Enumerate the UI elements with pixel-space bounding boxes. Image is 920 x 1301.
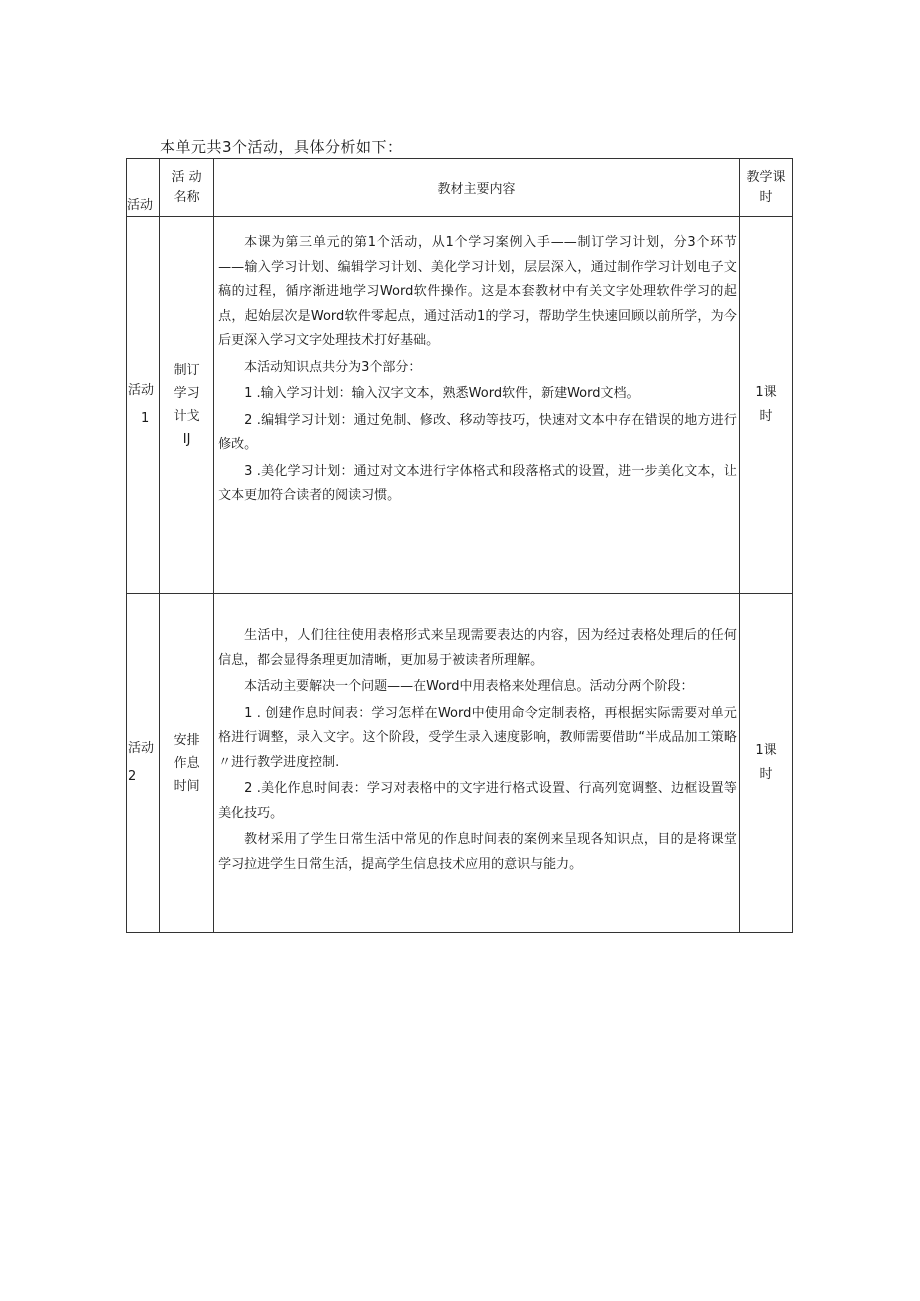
header-name-line2: 名称 (173, 189, 200, 205)
activity-table (126, 158, 793, 933)
content-paragraph: 2 .美化作息时间表：学习对表格中的文字进行格式设置、行高列宽调整、边框设置等美化技巧。 (218, 781, 737, 821)
content-paragraph: 本活动知识点共分为3个部分： (244, 359, 422, 375)
header-name (160, 159, 214, 217)
content-paragraph: 本活动主要解决一个问题——在Word中用表格来处理信息。活动分两个阶段： (244, 679, 694, 694)
header-name-line1: 活 动 (171, 169, 202, 185)
activity-name-line: 计戈 (173, 409, 200, 424)
activity-label: 活动 (128, 741, 155, 756)
header-activity: 活动 (127, 159, 160, 217)
activity-name-line: 学习 (173, 386, 200, 401)
content-cell (214, 217, 740, 594)
header-hours-line2: 时 (759, 189, 773, 205)
hours-line2: 时 (759, 767, 773, 782)
activity-cell (127, 217, 160, 594)
activity-name-line: 作息 (173, 755, 200, 771)
table-row (127, 594, 793, 933)
hours-cell (739, 217, 792, 594)
activity-number: 2 (128, 769, 137, 784)
activity-name-line: IJ (182, 432, 191, 447)
content-paragraph: 3 .美化学习计划：通过对文本进行字体格式和段落格式的设置，进一步美化文本，让文本更加符合读者的阅读习惯。 (218, 463, 737, 503)
activity-cell (127, 594, 160, 933)
content-paragraph: 1 .输入学习计划：输入汉字文本，熟悉Word软件，新建Word文档。 (244, 386, 640, 401)
activity-name-line: 安排 (173, 732, 200, 748)
table-row (127, 217, 793, 594)
content-paragraph: 教材采用了学生日常生活中常见的作息时间表的案例来呈现各知识点，目的是将课堂学习拉进学生日常生活，提高学生信息技术应用的意识与能力。 (218, 832, 737, 872)
header-hours-line1: 教学课 (746, 169, 786, 185)
content-paragraph: 1 . 创建作息时间表：学习怎样在Word中使用命令定制表格，再根据实际需要对单元格进行调整，录入文字。这个阶段，受学生录入速度影响，教师需要借助“半成品加工策略〃进行教学进度控制. (218, 705, 737, 770)
activity-label: 活动 (128, 383, 155, 398)
content-paragraph: 生活中，人们往往使用表格形式来呈现需要表达的内容，因为经过表格处理后的任何信息，都会显得条理更加清晰，更加易于被读者所理解。 (218, 628, 737, 668)
header-content: 教材主要内容 (214, 159, 740, 217)
activity-name-cell (160, 217, 214, 594)
intro-text: 本单元共3个活动，具体分析如下： (160, 138, 403, 156)
hours-cell (739, 594, 792, 933)
hours-line1: 1课 (755, 743, 777, 758)
content-paragraph: 2 .编辑学习计划：通过免制、修改、移动等技巧，快速对文本中存在错误的地方进行修改。 (218, 412, 737, 452)
hours-line2: 时 (759, 409, 773, 424)
header-hours (739, 159, 792, 217)
table-header-row (127, 159, 793, 217)
activity-name-line: 制订 (173, 363, 200, 378)
content-cell (214, 594, 740, 933)
hours-line1: 1课 (755, 385, 777, 400)
content-paragraph: 本课为第三单元的第1个活动，从1个学习案例入手——制订学习计划，分3个环节——输入学习计划、编辑学习计划、美化学习计划，层层深入，通过制作学习计划电子文稿的过程，循序渐进地学习Word软件操作。这是本套教材中有关文字处理软件学习的起点，起始层次是Word软件零起点，通过活动1的学习，帮助学生快速回顾以前所学，为今后更深入学习文字处理技术打好基础。 (218, 235, 737, 348)
activity-name-cell (160, 594, 214, 933)
activity-number: 1 (141, 411, 150, 426)
activity-name-line: 时间 (173, 778, 200, 794)
